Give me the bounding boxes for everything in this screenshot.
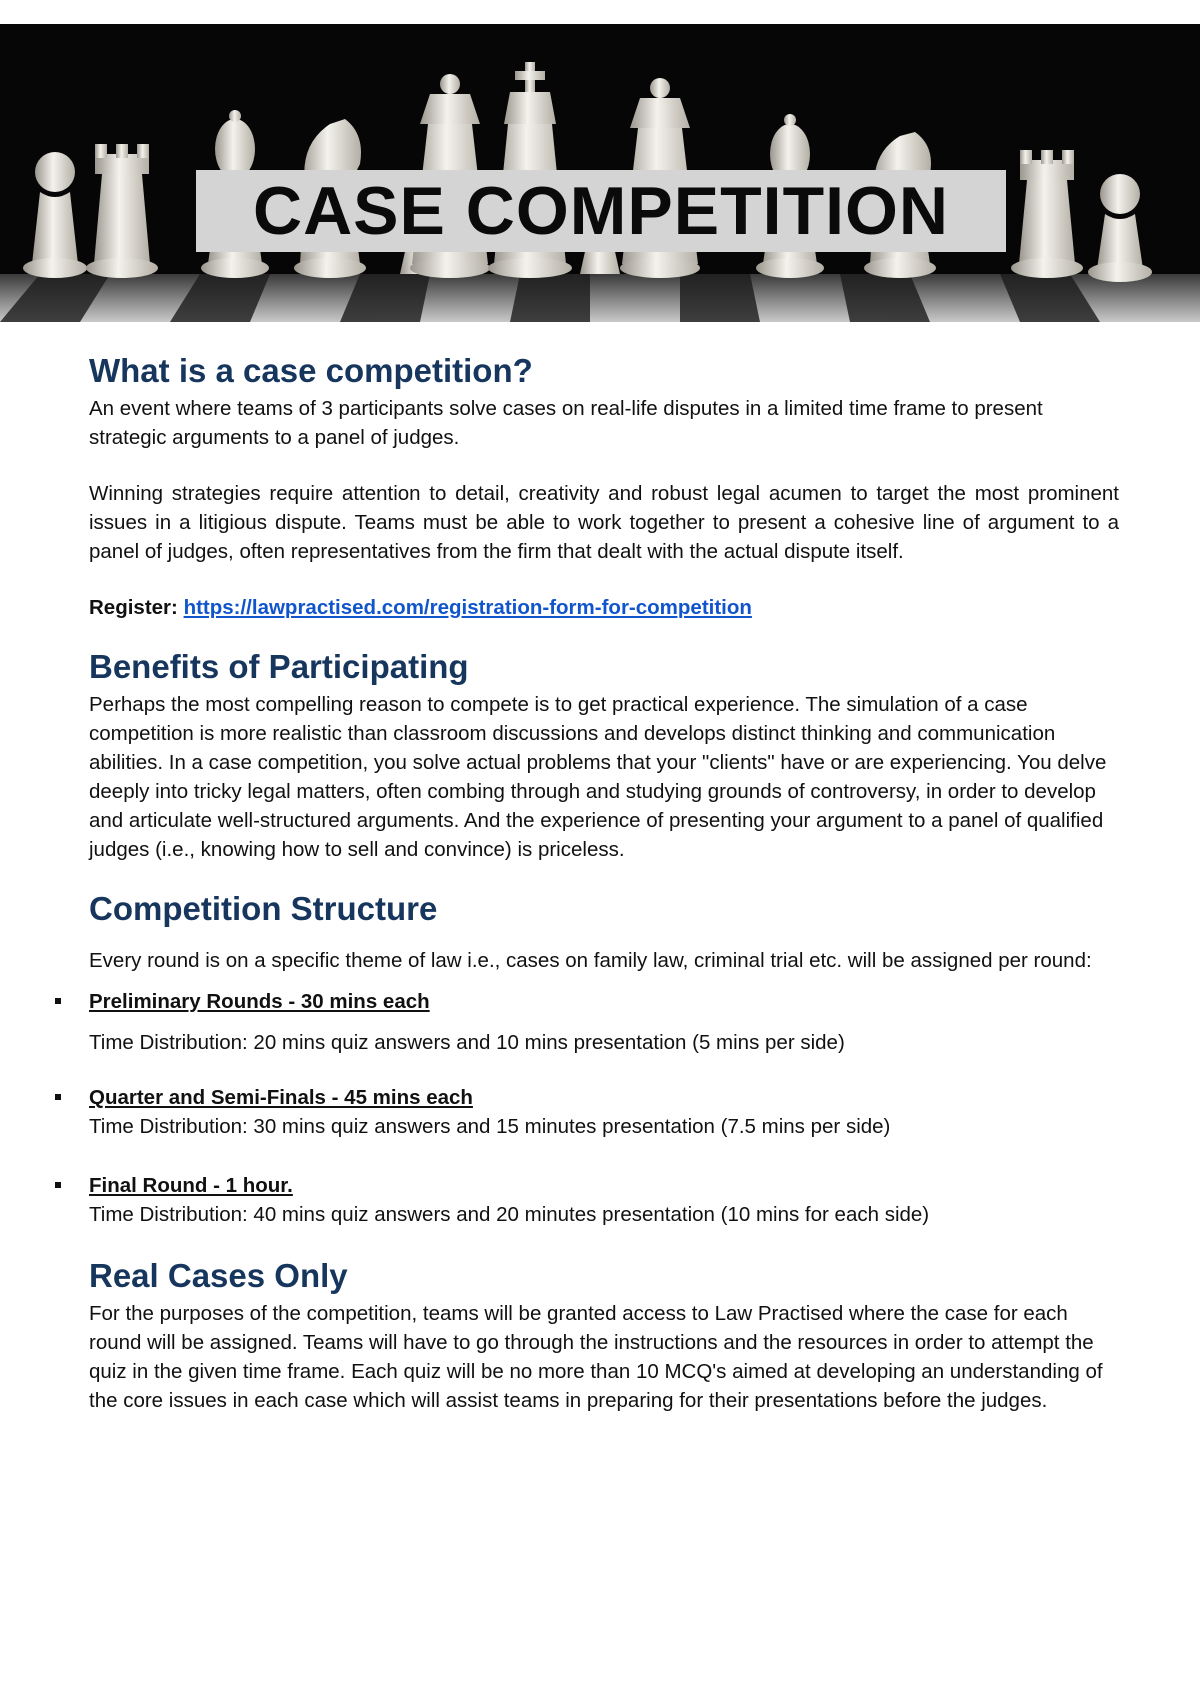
document-body bbox=[89, 348, 1119, 1415]
structure-intro: Every round is on a specific theme of law i.e., cases on family law, criminal trial etc. will be assigned per round: bbox=[89, 949, 1092, 972]
rounds-list bbox=[89, 987, 1119, 1229]
list-item bbox=[89, 1083, 1119, 1141]
heading-real-cases: Real Cases Only bbox=[89, 1257, 348, 1294]
register-line bbox=[89, 593, 1119, 622]
register-label: Register: bbox=[89, 596, 178, 619]
winning-strategies-paragraph: Winning strategies require attention to detail, creativity and robust legal acumen to target the most prominent issues in a litigious dispute. Teams must be able to work together to present a cohesive line of argument to a panel of judges, often representatives from the firm that dealt with the actual dispute itself. bbox=[89, 482, 1119, 563]
banner-title: CASE COMPETITION bbox=[252, 173, 950, 249]
register-link[interactable]: https://lawpractised.com/registration-form-for-competition bbox=[183, 596, 752, 619]
list-item bbox=[89, 1171, 1119, 1229]
real-cases-paragraph: For the purposes of the competition, teams will be granted access to Law Practised where the case for each round will be assigned. Teams will have to go through the instructions and the resources in order to attempt the quiz in the given time frame. Each quiz will be no more than 10 MCQ's aimed at developing an understanding of the core issues in each case which will assist teams in preparing for their presentations before the judges. bbox=[89, 1302, 1103, 1412]
round-title: Final Round - 1 hour. bbox=[89, 1174, 293, 1197]
what-is-paragraph: An event where teams of 3 participants solve cases on real-life disputes in a limited time frame to present strategic arguments to a panel of judges. bbox=[89, 397, 1043, 449]
round-detail: Time Distribution: 20 mins quiz answers and 10 mins presentation (5 mins per side) bbox=[89, 1031, 845, 1054]
heading-benefits: Benefits of Participating bbox=[89, 648, 469, 685]
bullet-icon bbox=[55, 1182, 61, 1188]
round-title: Quarter and Semi-Finals - 45 mins each bbox=[89, 1086, 473, 1109]
round-detail: Time Distribution: 40 mins quiz answers and 20 minutes presentation (10 mins for each side) bbox=[89, 1203, 930, 1226]
heading-structure: Competition Structure bbox=[89, 890, 438, 927]
list-item bbox=[89, 987, 1119, 1057]
bullet-icon bbox=[55, 998, 61, 1004]
benefits-paragraph: Perhaps the most compelling reason to compete is to get practical experience. The simulation of a case competition is more realistic than classroom discussions and develops distinct thinking and communication abilities. In a case competition, you solve actual problems that your "clients" have or are experiencing. You delve deeply into tricky legal matters, often combing through and studying grounds of controversy, in order to develop and articulate well-structured arguments. And the experience of presenting your argument to a panel of qualified judges (i.e., knowing how to sell and convince) is priceless. bbox=[89, 693, 1107, 861]
round-title: Preliminary Rounds - 30 mins each bbox=[89, 990, 430, 1013]
banner-title-box bbox=[196, 170, 1006, 252]
round-detail: Time Distribution: 30 mins quiz answers and 15 minutes presentation (7.5 mins per side) bbox=[89, 1115, 891, 1138]
banner-image bbox=[0, 24, 1200, 322]
bullet-icon bbox=[55, 1094, 61, 1100]
heading-what-is: What is a case competition? bbox=[89, 352, 533, 389]
